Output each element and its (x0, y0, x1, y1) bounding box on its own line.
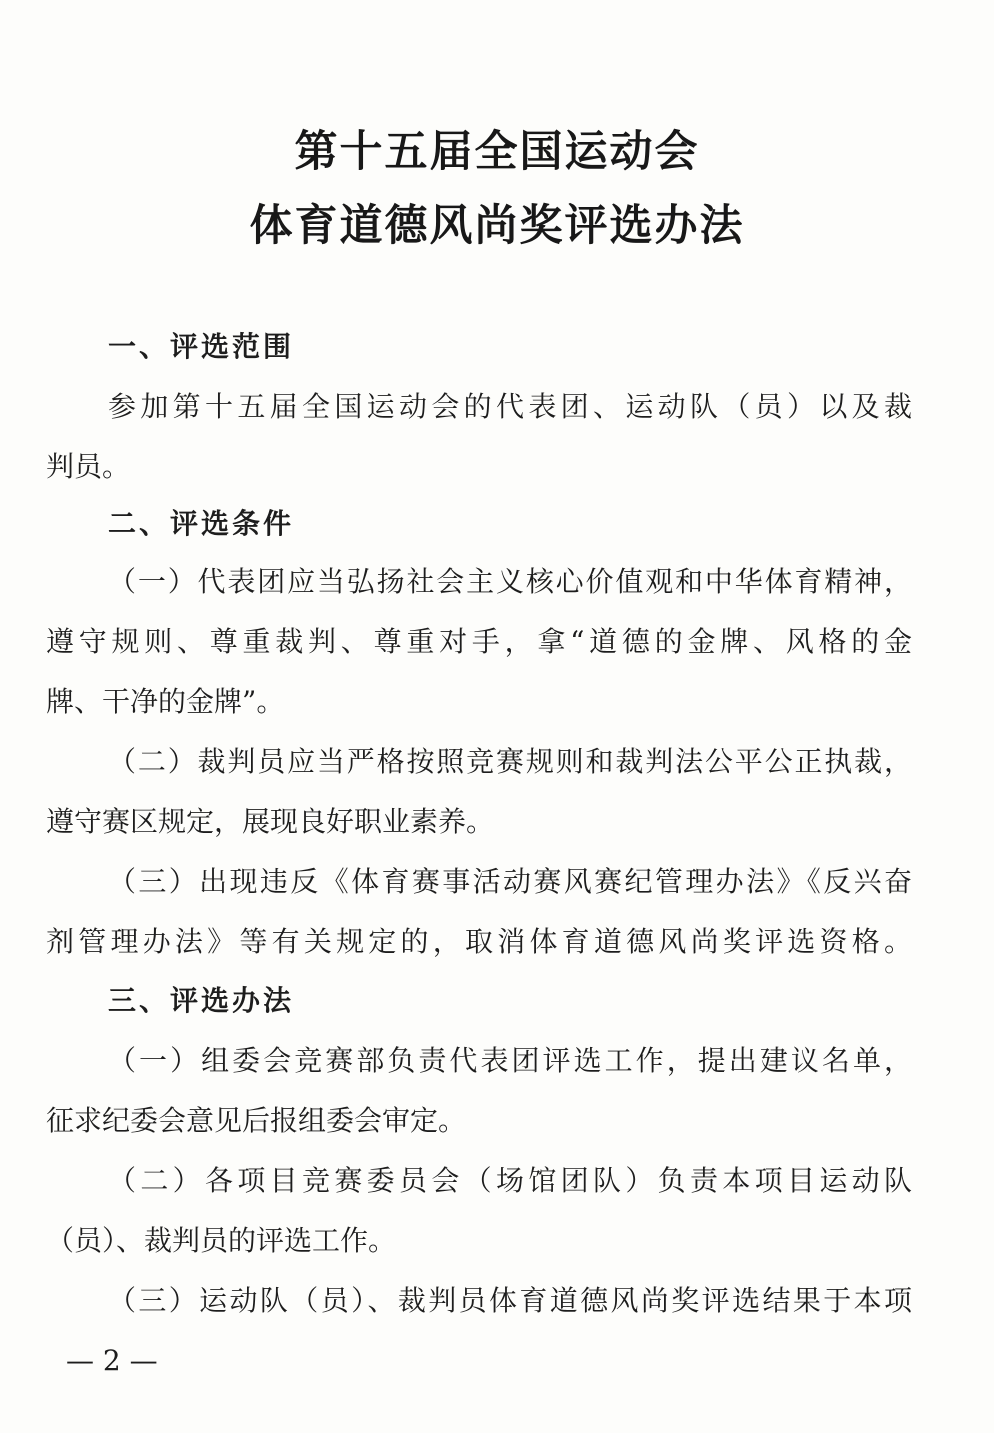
paragraph-line: （一）代表团应当弘扬社会主义核心价值观和中华体育精神， (108, 565, 912, 598)
paragraph-line: 遵守规则、尊重裁判、尊重对手，拿“道德的金牌、风格的金 (46, 625, 912, 658)
document-title-line-2: 体育道德风尚奖评选办法 (249, 201, 745, 251)
section-heading-scope: 一、评选范围 (108, 330, 295, 363)
paragraph-line: （三）运动队（员）、裁判员体育道德风尚奖评选结果于本项 (108, 1284, 912, 1317)
paragraph-line: （一）组委会竞赛部负责代表团评选工作，提出建议名单， (108, 1044, 912, 1077)
section-heading-conditions: 二、评选条件 (108, 507, 295, 540)
page-number: — 2 — (66, 1344, 158, 1377)
paragraph-line: （三）出现违反《体育赛事活动赛风赛纪管理办法》《反兴奋 (108, 865, 912, 898)
paragraph-line: 遵守赛区规定，展现良好职业素养。 (46, 805, 495, 838)
document-title-line-1: 第十五届全国运动会 (294, 127, 700, 177)
paragraph-line: 判员。 (46, 450, 131, 483)
paragraph-line: 征求纪委会意见后报组委会审定。 (46, 1104, 467, 1137)
paragraph-line: （二）裁判员应当严格按照竞赛规则和裁判法公平公正执裁， (108, 745, 912, 778)
paragraph-line: （员）、裁判员的评选工作。 (46, 1224, 397, 1257)
section-heading-methods: 三、评选办法 (108, 984, 295, 1017)
paragraph-line: （二）各项目竞赛委员会（场馆团队）负责本项目运动队 (108, 1164, 912, 1197)
paragraph-line: 牌、干净的金牌”。 (46, 685, 285, 718)
paragraph-line: 剂管理办法》等有关规定的，取消体育道德风尚奖评选资格。 (46, 925, 912, 958)
paragraph-line: 参加第十五届全国运动会的代表团、运动队（员）以及裁 (108, 390, 912, 423)
